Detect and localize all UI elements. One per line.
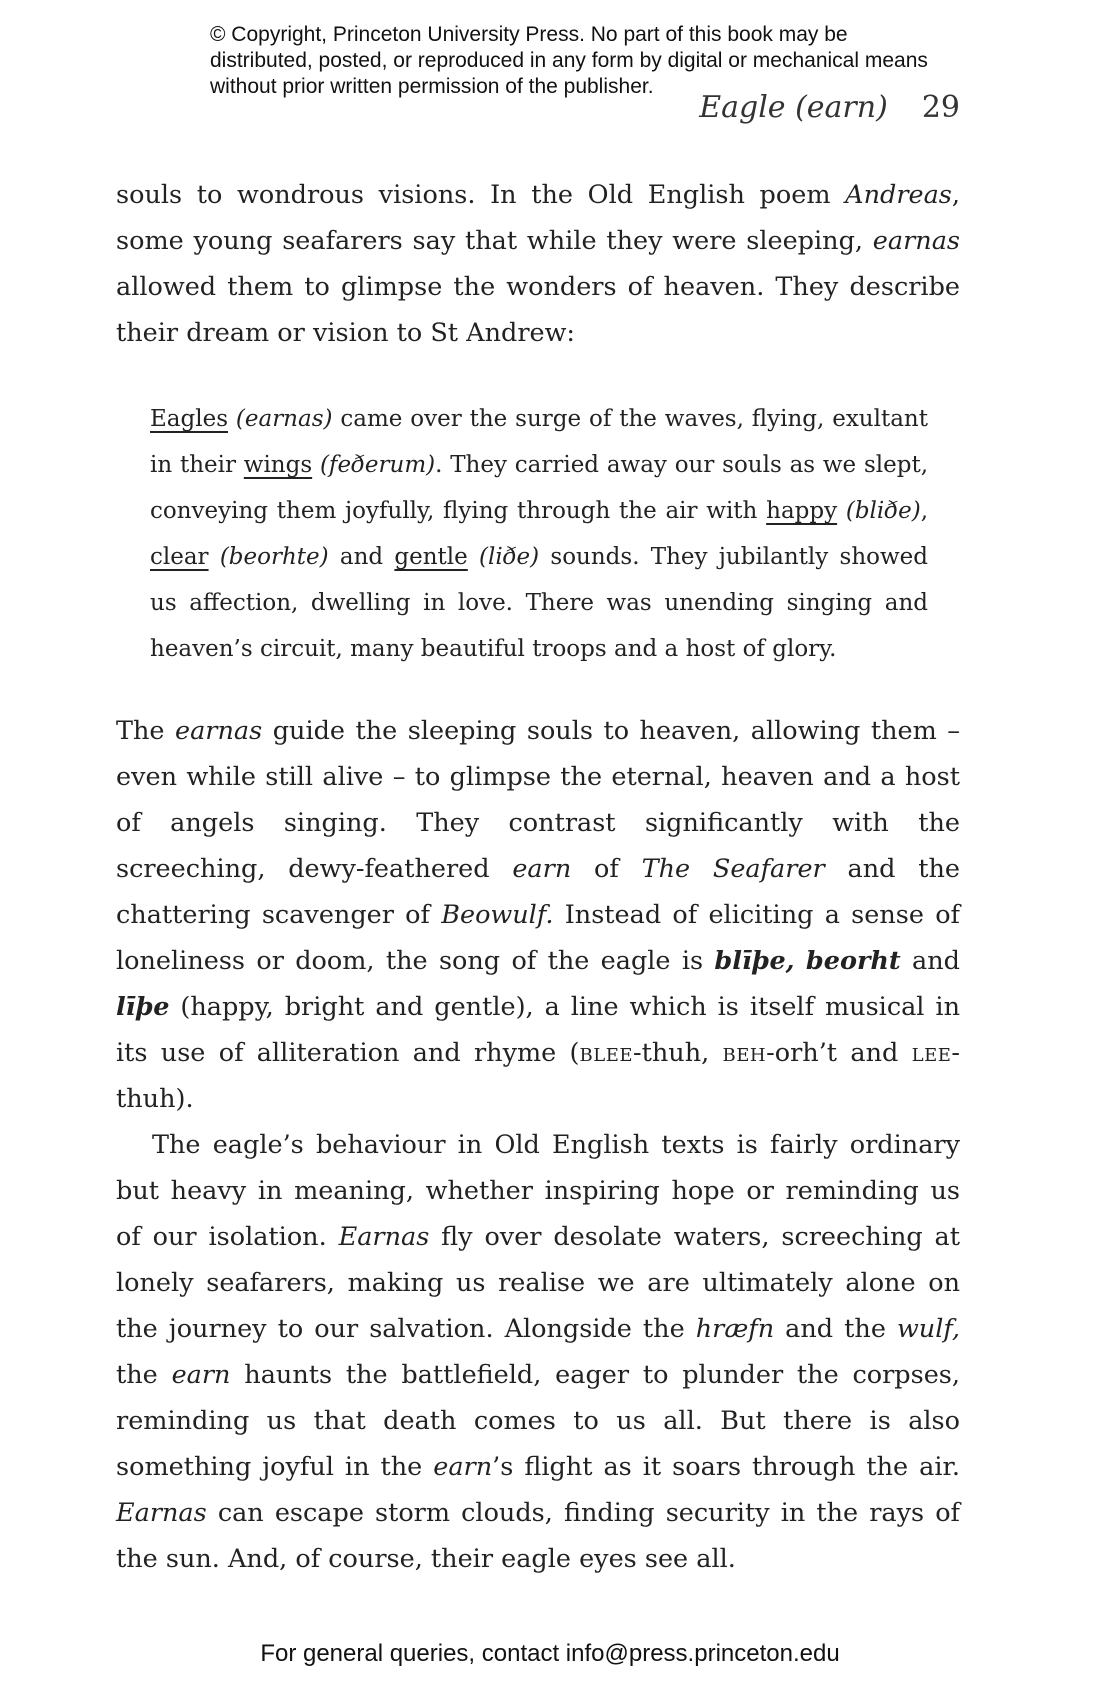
italic-run: Beowulf.: [441, 900, 554, 930]
bold-old-english-word: blīþe,: [714, 946, 795, 976]
text-run: sounds. They jubilantly showed us affection, dwelling in love. There was unending singing and heaven’s circuit, many beautiful troops and a host of glory.: [150, 544, 929, 662]
underlined-word: wings: [243, 452, 313, 478]
text-run: can escape storm clouds, finding security in the rays of the sun. And, of course, their eagle eyes see all.: [116, 1498, 960, 1574]
underlined-word: gentle: [394, 544, 468, 570]
bold-old-english-word: līþe: [116, 992, 170, 1022]
italic-run: Andreas: [845, 180, 952, 210]
paragraph-2: [116, 708, 960, 1122]
old-english-gloss: (liðe): [479, 544, 540, 570]
underlined-word: Eagles: [150, 406, 228, 432]
old-english-gloss: (feðerum): [319, 452, 436, 478]
text-run: haunts the battlefield, eager to plunder the corpses, reminding us that death comes to us all. But there is also something joyful in the: [116, 1360, 960, 1482]
text-run: -orh’t and: [766, 1038, 912, 1068]
text-run: allowed them to glimpse the wonders of heaven. They describe their dream or vision to St Andrew:: [116, 272, 960, 348]
text-run: ’s flight as it soars through the air.: [492, 1452, 960, 1482]
italic-run: The Seafarer: [641, 854, 825, 884]
text-run: -thuh,: [632, 1038, 723, 1068]
text-run: and: [900, 946, 960, 976]
italic-run: earn: [512, 854, 572, 884]
text-run: The eagle’s behaviour in Old English texts is fairly ordinary but heavy in meaning, whether inspiring hope or reminding us of our isolation.: [116, 1130, 960, 1252]
small-caps-syllable: lee: [911, 1038, 952, 1068]
running-head: [699, 90, 960, 125]
bold-old-english-word: beorht: [805, 946, 901, 976]
old-english-gloss: (bliðe): [845, 498, 921, 524]
block-quote: [150, 396, 928, 672]
italic-run: hræfn: [695, 1314, 775, 1344]
text-run: and the chattering scavenger of: [116, 854, 960, 930]
italic-run: earnas: [872, 226, 960, 256]
running-head-title: Eagle (earn): [699, 90, 888, 125]
italic-run: earnas: [175, 716, 263, 746]
text-run: souls to wondrous visions. In the Old English poem: [116, 180, 846, 210]
paragraph-3: [116, 1122, 960, 1582]
paragraph-1: [116, 172, 960, 356]
text-run: the: [116, 1360, 172, 1390]
small-caps-syllable: blee: [579, 1038, 633, 1068]
text-run: (happy, bright and gentle), a line which is itself musical in its use of alliteration and rhyme (: [116, 992, 960, 1068]
text-run: of: [571, 854, 642, 884]
underlined-word: happy: [766, 498, 838, 524]
italic-run: earn: [171, 1360, 231, 1390]
small-caps-syllable: beh: [722, 1038, 767, 1068]
text-run: -thuh).: [116, 1038, 960, 1114]
body-text: [116, 172, 960, 1582]
text-run: [795, 946, 806, 976]
text-run: , some young seafarers say that while they were sleeping,: [116, 180, 960, 256]
text-run: and: [328, 544, 395, 570]
old-english-gloss: (earnas): [235, 406, 333, 432]
italic-run: wulf,: [896, 1314, 960, 1344]
italic-run: earn: [433, 1452, 493, 1482]
footer-contact: For general queries, contact info@press.princeton.edu: [260, 1640, 840, 1667]
text-run: . They carried away our souls as we slept, conveying them joyfully, flying through the air with: [150, 452, 929, 524]
text-run: guide the sleeping souls to heaven, allowing them – even while still alive – to glimpse the eternal, heaven and a host of angels singing. They contrast significantly with the screeching, dewy-feathered: [116, 716, 960, 884]
italic-run: Earnas: [338, 1222, 430, 1252]
old-english-gloss: (beorhte): [219, 544, 329, 570]
text-run: Instead of eliciting a sense of loneliness or doom, the song of the eagle is: [116, 900, 960, 976]
text-run: ,: [920, 498, 929, 524]
copyright-notice: © Copyright, Princeton University Press. No part of this book may be distributed, posted, or reproduced in any form by digital or mechanical means without prior written permission of the publisher.: [210, 23, 928, 98]
text-run: and the: [774, 1314, 897, 1344]
text-run: came over the surge of the waves, flying, exultant in their: [150, 406, 928, 478]
italic-run: Earnas: [116, 1498, 207, 1528]
underlined-word: clear: [150, 544, 209, 570]
page-number: 29: [921, 90, 960, 125]
text-run: The: [116, 716, 176, 746]
text-run: fly over desolate waters, screeching at lonely seafarers, making us realise we are ultimately alone on the journey to our salvation. Alongside the: [116, 1222, 961, 1344]
